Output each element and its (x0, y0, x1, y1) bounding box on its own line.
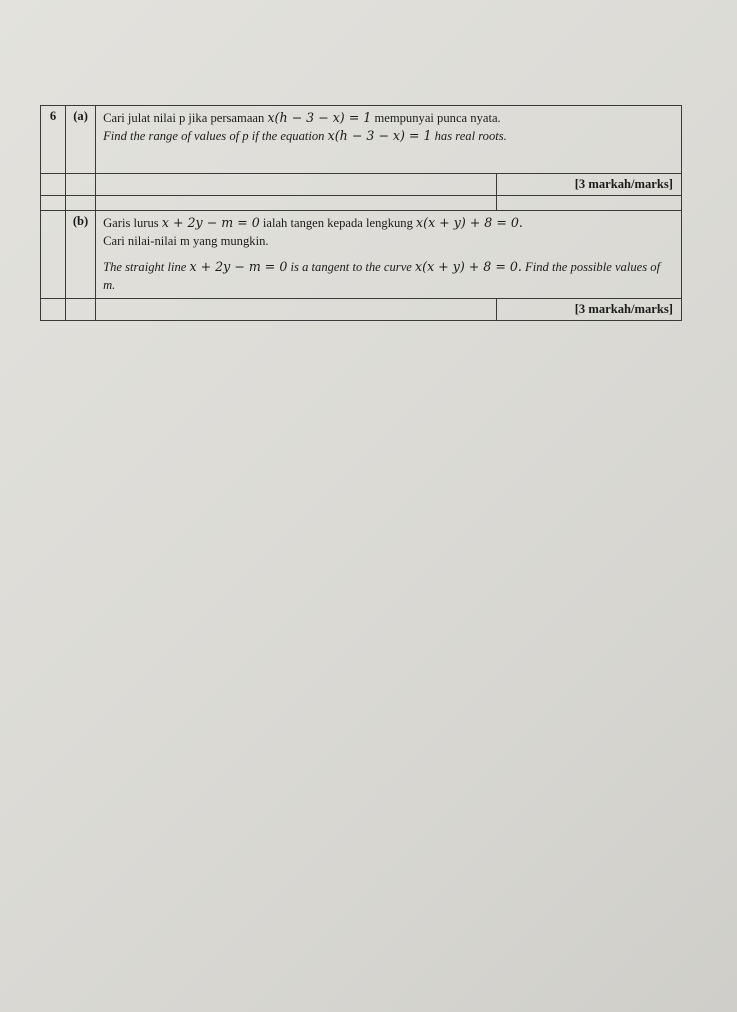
part-b-malay-line2: Cari nilai-nilai m yang mungkin. (103, 234, 269, 248)
part-a-marks-row (41, 174, 682, 196)
part-b-english: The straight line x + 2y − m = 0 is a tangent to the curve x(x + y) + 8 = 0. Find the possible values of m. (103, 259, 661, 292)
part-a-malay: Cari julat nilai p jika persamaan x(h − 3 − x) = 1 mempunyai punca nyata. (103, 110, 501, 125)
part-a-equation: x(h − 3 − x) = 1 (267, 110, 372, 125)
part-b-line-equation-english: x + 2y − m = 0 (189, 259, 288, 274)
part-a-text (96, 106, 682, 174)
part-b-label: (b) (66, 211, 96, 299)
separator-row (41, 196, 682, 211)
part-b-malay: Garis lurus x + 2y − m = 0 ialah tangen kepada lengkung x(x + y) + 8 = 0. (103, 215, 523, 230)
part-a-row (41, 106, 682, 174)
part-b-curve-equation-english: x(x + y) + 8 = 0. (415, 259, 522, 274)
part-b-row (41, 211, 682, 299)
part-b-text (96, 211, 682, 299)
question-number: 6 (41, 106, 66, 174)
question-table (40, 105, 682, 321)
part-a-equation-english: x(h − 3 − x) = 1 (327, 128, 432, 143)
part-b-curve-equation: x(x + y) + 8 = 0. (416, 215, 523, 230)
part-a-label: (a) (66, 106, 96, 174)
part-a-english: Find the range of values of p if the equation x(h − 3 − x) = 1 has real roots. (103, 128, 507, 143)
part-b-marks: [3 markah/marks] (496, 299, 681, 321)
part-b-line-equation: x + 2y − m = 0 (161, 215, 260, 230)
part-b-marks-row (41, 299, 682, 321)
part-a-marks: [3 markah/marks] (496, 174, 681, 196)
